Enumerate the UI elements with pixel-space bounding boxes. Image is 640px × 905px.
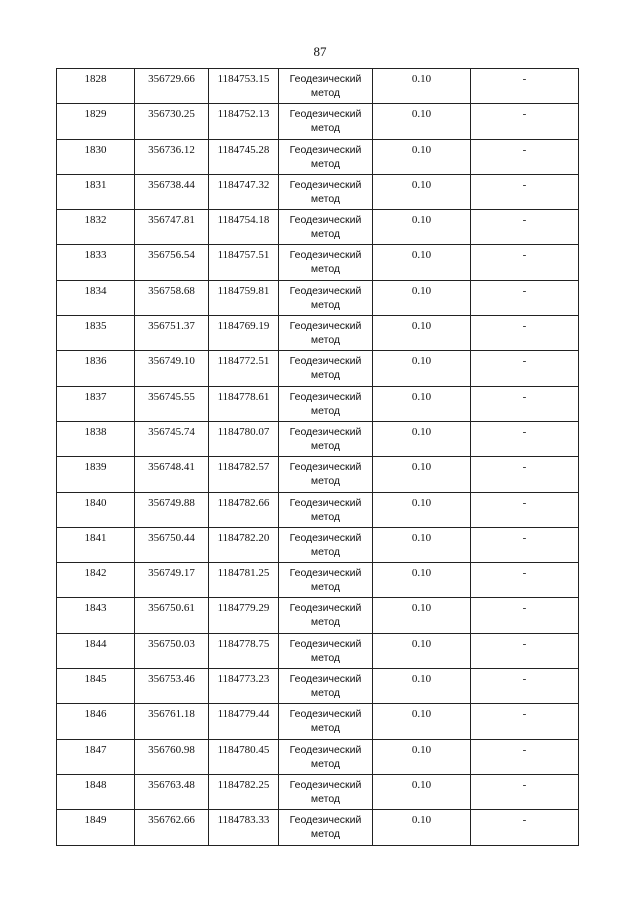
x-coordinate-cell: 356760.98	[135, 739, 209, 774]
y-coordinate-cell: 1184778.75	[209, 633, 279, 668]
precision-cell: 0.10	[373, 492, 471, 527]
y-coordinate-cell: 1184782.66	[209, 492, 279, 527]
point-number-cell: 1834	[57, 280, 135, 315]
point-number-cell: 1846	[57, 704, 135, 739]
y-coordinate-cell: 1184772.51	[209, 351, 279, 386]
y-coordinate-cell: 1184778.61	[209, 386, 279, 421]
precision-cell: 0.10	[373, 457, 471, 492]
y-coordinate-cell: 1184753.15	[209, 69, 279, 104]
y-coordinate-cell: 1184759.81	[209, 280, 279, 315]
y-coordinate-cell: 1184782.20	[209, 527, 279, 562]
note-cell: -	[471, 245, 579, 280]
table-row	[57, 139, 579, 174]
method-cell: Геодезический метод	[279, 174, 373, 209]
point-number-cell: 1835	[57, 316, 135, 351]
precision-cell: 0.10	[373, 421, 471, 456]
table-row	[57, 351, 579, 386]
table-row	[57, 174, 579, 209]
note-cell: -	[471, 598, 579, 633]
note-cell: -	[471, 457, 579, 492]
precision-cell: 0.10	[373, 563, 471, 598]
method-cell: Геодезический метод	[279, 316, 373, 351]
point-number-cell: 1833	[57, 245, 135, 280]
method-cell: Геодезический метод	[279, 457, 373, 492]
note-cell: -	[471, 280, 579, 315]
y-coordinate-cell: 1184781.25	[209, 563, 279, 598]
y-coordinate-cell: 1184782.57	[209, 457, 279, 492]
y-coordinate-cell: 1184780.45	[209, 739, 279, 774]
x-coordinate-cell: 356750.61	[135, 598, 209, 633]
method-cell: Геодезический метод	[279, 774, 373, 809]
x-coordinate-cell: 356749.88	[135, 492, 209, 527]
point-number-cell: 1836	[57, 351, 135, 386]
x-coordinate-cell: 356750.03	[135, 633, 209, 668]
table-row	[57, 69, 579, 104]
point-number-cell: 1830	[57, 139, 135, 174]
point-number-cell: 1839	[57, 457, 135, 492]
point-number-cell: 1847	[57, 739, 135, 774]
note-cell: -	[471, 139, 579, 174]
y-coordinate-cell: 1184779.44	[209, 704, 279, 739]
precision-cell: 0.10	[373, 386, 471, 421]
method-cell: Геодезический метод	[279, 527, 373, 562]
table-row	[57, 104, 579, 139]
method-cell: Геодезический метод	[279, 280, 373, 315]
table-row	[57, 704, 579, 739]
y-coordinate-cell: 1184752.13	[209, 104, 279, 139]
precision-cell: 0.10	[373, 210, 471, 245]
note-cell: -	[471, 739, 579, 774]
note-cell: -	[471, 492, 579, 527]
method-cell: Геодезический метод	[279, 739, 373, 774]
method-cell: Геодезический метод	[279, 245, 373, 280]
y-coordinate-cell: 1184782.25	[209, 774, 279, 809]
x-coordinate-cell: 356749.10	[135, 351, 209, 386]
point-number-cell: 1838	[57, 421, 135, 456]
note-cell: -	[471, 704, 579, 739]
point-number-cell: 1842	[57, 563, 135, 598]
point-number-cell: 1843	[57, 598, 135, 633]
note-cell: -	[471, 386, 579, 421]
coordinates-table	[56, 68, 579, 846]
method-cell: Геодезический метод	[279, 139, 373, 174]
precision-cell: 0.10	[373, 633, 471, 668]
method-cell: Геодезический метод	[279, 598, 373, 633]
note-cell: -	[471, 351, 579, 386]
method-cell: Геодезический метод	[279, 669, 373, 704]
x-coordinate-cell: 356747.81	[135, 210, 209, 245]
x-coordinate-cell: 356763.48	[135, 774, 209, 809]
point-number-cell: 1845	[57, 669, 135, 704]
note-cell: -	[471, 174, 579, 209]
x-coordinate-cell: 356758.68	[135, 280, 209, 315]
precision-cell: 0.10	[373, 527, 471, 562]
x-coordinate-cell: 356748.41	[135, 457, 209, 492]
note-cell: -	[471, 421, 579, 456]
note-cell: -	[471, 69, 579, 104]
precision-cell: 0.10	[373, 810, 471, 845]
method-cell: Геодезический метод	[279, 104, 373, 139]
point-number-cell: 1828	[57, 69, 135, 104]
precision-cell: 0.10	[373, 245, 471, 280]
y-coordinate-cell: 1184754.18	[209, 210, 279, 245]
table-row	[57, 316, 579, 351]
point-number-cell: 1848	[57, 774, 135, 809]
x-coordinate-cell: 356730.25	[135, 104, 209, 139]
x-coordinate-cell: 356753.46	[135, 669, 209, 704]
precision-cell: 0.10	[373, 139, 471, 174]
point-number-cell: 1832	[57, 210, 135, 245]
x-coordinate-cell: 356738.44	[135, 174, 209, 209]
method-cell: Геодезический метод	[279, 421, 373, 456]
precision-cell: 0.10	[373, 69, 471, 104]
x-coordinate-cell: 356761.18	[135, 704, 209, 739]
x-coordinate-cell: 356756.54	[135, 245, 209, 280]
x-coordinate-cell: 356749.17	[135, 563, 209, 598]
method-cell: Геодезический метод	[279, 351, 373, 386]
page-number: 87	[313, 44, 327, 59]
precision-cell: 0.10	[373, 774, 471, 809]
method-cell: Геодезический метод	[279, 210, 373, 245]
table-row	[57, 492, 579, 527]
point-number-cell: 1837	[57, 386, 135, 421]
table-row	[57, 280, 579, 315]
note-cell: -	[471, 563, 579, 598]
y-coordinate-cell: 1184747.32	[209, 174, 279, 209]
note-cell: -	[471, 104, 579, 139]
table-row	[57, 774, 579, 809]
x-coordinate-cell: 356745.55	[135, 386, 209, 421]
method-cell: Геодезический метод	[279, 386, 373, 421]
table-row	[57, 810, 579, 845]
note-cell: -	[471, 527, 579, 562]
note-cell: -	[471, 316, 579, 351]
x-coordinate-cell: 356751.37	[135, 316, 209, 351]
y-coordinate-cell: 1184779.29	[209, 598, 279, 633]
precision-cell: 0.10	[373, 669, 471, 704]
y-coordinate-cell: 1184780.07	[209, 421, 279, 456]
table-row	[57, 739, 579, 774]
method-cell: Геодезический метод	[279, 704, 373, 739]
table-row	[57, 527, 579, 562]
point-number-cell: 1831	[57, 174, 135, 209]
method-cell: Геодезический метод	[279, 69, 373, 104]
precision-cell: 0.10	[373, 598, 471, 633]
method-cell: Геодезический метод	[279, 633, 373, 668]
precision-cell: 0.10	[373, 174, 471, 209]
y-coordinate-cell: 1184773.23	[209, 669, 279, 704]
y-coordinate-cell: 1184745.28	[209, 139, 279, 174]
note-cell: -	[471, 669, 579, 704]
note-cell: -	[471, 774, 579, 809]
x-coordinate-cell: 356729.66	[135, 69, 209, 104]
coordinates-table-body	[57, 69, 579, 846]
x-coordinate-cell: 356762.66	[135, 810, 209, 845]
x-coordinate-cell: 356736.12	[135, 139, 209, 174]
table-row	[57, 457, 579, 492]
table-row	[57, 386, 579, 421]
table-row	[57, 633, 579, 668]
table-row	[57, 421, 579, 456]
y-coordinate-cell: 1184757.51	[209, 245, 279, 280]
note-cell: -	[471, 633, 579, 668]
table-row	[57, 598, 579, 633]
method-cell: Геодезический метод	[279, 563, 373, 598]
table-row	[57, 210, 579, 245]
table-row	[57, 563, 579, 598]
note-cell: -	[471, 810, 579, 845]
method-cell: Геодезический метод	[279, 810, 373, 845]
precision-cell: 0.10	[373, 280, 471, 315]
precision-cell: 0.10	[373, 351, 471, 386]
x-coordinate-cell: 356750.44	[135, 527, 209, 562]
precision-cell: 0.10	[373, 316, 471, 351]
table-row	[57, 245, 579, 280]
table-row	[57, 669, 579, 704]
method-cell: Геодезический метод	[279, 492, 373, 527]
point-number-cell: 1844	[57, 633, 135, 668]
y-coordinate-cell: 1184769.19	[209, 316, 279, 351]
precision-cell: 0.10	[373, 704, 471, 739]
y-coordinate-cell: 1184783.33	[209, 810, 279, 845]
point-number-cell: 1829	[57, 104, 135, 139]
x-coordinate-cell: 356745.74	[135, 421, 209, 456]
point-number-cell: 1841	[57, 527, 135, 562]
point-number-cell: 1849	[57, 810, 135, 845]
note-cell: -	[471, 210, 579, 245]
precision-cell: 0.10	[373, 104, 471, 139]
precision-cell: 0.10	[373, 739, 471, 774]
point-number-cell: 1840	[57, 492, 135, 527]
